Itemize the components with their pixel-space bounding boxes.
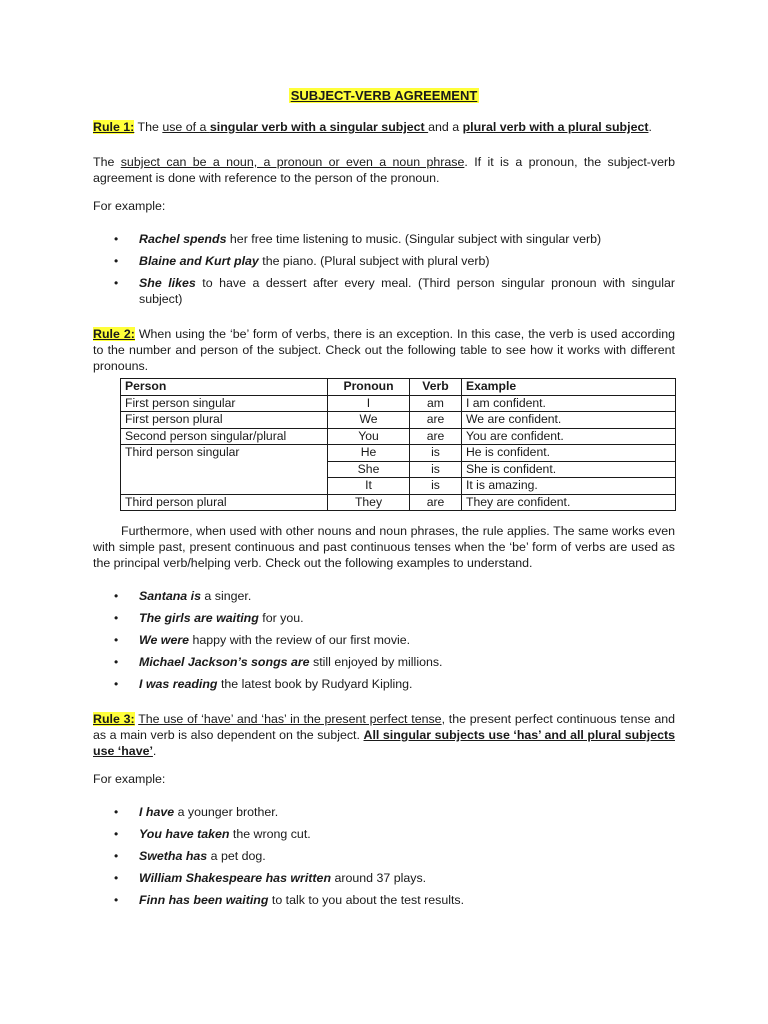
title-block — [93, 88, 675, 103]
list-item: • Blaine and Kurt play the piano. (Plural subject with plural verb) — [114, 254, 490, 268]
bullet-icon: • — [114, 655, 119, 669]
bullet-icon: • — [114, 849, 119, 863]
bullet-icon: • — [114, 254, 119, 268]
list-item: • The girls are waiting for you. — [114, 611, 304, 625]
paragraph-subject — [93, 154, 675, 186]
list-item: • Rachel spends her free time listening to music. (Singular subject with singular verb) — [114, 232, 602, 246]
list-item: • Michael Jackson’s songs are still enjoyed by millions. — [114, 655, 443, 669]
table-header-row — [121, 379, 676, 396]
list-item: • William Shakespeare has written around 37 plays. — [114, 871, 427, 885]
bullet-icon: • — [114, 611, 119, 625]
list-item: • You have taken the wrong cut. — [114, 827, 311, 841]
header-example: Example — [462, 379, 676, 396]
rule2-label: Rule 2: — [93, 327, 135, 341]
bullet-icon: • — [114, 827, 119, 841]
table-row: Second person singular/plural You are You are confident. — [121, 428, 676, 445]
header-person: Person — [121, 379, 328, 396]
table-row: First person singular I am I am confident. — [121, 395, 676, 412]
list-item: • Swetha has a pet dog. — [114, 849, 266, 863]
list-item: • She likes to have a dessert after every meal. (Third person singular pronoun with singular subject) — [114, 276, 675, 306]
rule2-paragraph — [93, 326, 675, 374]
rule1-label: Rule 1: — [93, 120, 135, 134]
examples-list-1 — [93, 231, 675, 307]
rule1-text-6: . — [648, 120, 652, 134]
examples-list-2 — [93, 588, 675, 692]
list-item: • Finn has been waiting to talk to you about the test results. — [114, 893, 465, 907]
rule3-paragraph: Rule 3: The use of ‘have’ and ‘has’ in the present perfect tense, the present perfect continuous tense and as a main verb is also dependent on the subject. All singular subjects use ‘has’ and all plural subjects use ‘have’. — [93, 712, 675, 758]
rule2-text: When using the ‘be’ form of verbs, there is an exception. In this case, the verb is used according to the number and person of the subject. Check out the following table to see how it works with different pronouns. — [93, 327, 675, 373]
table-row: She is She is confident. — [121, 461, 676, 478]
header-pronoun: Pronoun — [328, 379, 410, 396]
list-item: • I have a younger brother. — [114, 805, 279, 819]
for-example-label-2: For example: — [93, 772, 166, 786]
list-item: • Santana is a singer. — [114, 589, 252, 603]
rule1-text-4: and a — [428, 120, 463, 134]
rule1-text-2: use of a — [162, 120, 210, 134]
rule3-text-bold: All singular subjects use ‘has’ and all plural subjects use ‘have’ — [93, 728, 675, 758]
list-item: • I was reading the latest book by Rudyard Kipling. — [114, 677, 413, 691]
rule1-text-5: plural verb with a plural subject — [462, 120, 649, 134]
para1-text-1: The — [93, 155, 121, 169]
para1-text-2: subject can be a noun, a pronoun or even a noun phrase — [120, 155, 465, 169]
rule1-text-3: singular verb with a singular subject — [209, 120, 429, 134]
document-page — [93, 88, 675, 908]
table-row: First person plural We are We are confident. — [121, 412, 676, 429]
bullet-icon: • — [114, 276, 119, 290]
rule3-label: Rule 3: — [93, 712, 135, 726]
examples-list-3 — [93, 804, 675, 908]
bullet-icon: • — [114, 589, 119, 603]
header-verb: Verb — [410, 379, 462, 396]
bullet-icon: • — [114, 677, 119, 691]
rule1-text-1: The — [134, 120, 163, 134]
list-item: • We were happy with the review of our first movie. — [114, 633, 411, 647]
bullet-icon: • — [114, 232, 119, 246]
rule3-text-underlined: The use of ‘have’ and ‘has’ in the present perfect tense — [138, 712, 442, 726]
table-row: Third person plural They are They are confident. — [121, 494, 676, 511]
table-row: Third person singular He is He is confident. — [121, 445, 676, 462]
table-row: It is It is amazing. — [121, 478, 676, 495]
bullet-icon: • — [114, 871, 119, 885]
paragraph-furthermore: Furthermore, when used with other nouns and noun phrases, the rule applies. The same works even with simple past, present continuous and past continuous tenses when the ‘be’ form of verbs are used as the principal verb/helping verb. Check out the following examples to understand. — [93, 524, 675, 570]
page-title: SUBJECT-VERB AGREEMENT — [290, 88, 478, 103]
rule1-paragraph — [93, 119, 675, 135]
bullet-icon: • — [114, 893, 119, 907]
bullet-icon: • — [114, 633, 119, 647]
bullet-icon: • — [114, 805, 119, 819]
para1-text-3: . If it is a pronoun, the subject-verb agreement is done with reference to the person of the pronoun. — [93, 155, 675, 185]
pronoun-table — [120, 378, 676, 511]
for-example-label-1: For example: — [93, 199, 166, 213]
